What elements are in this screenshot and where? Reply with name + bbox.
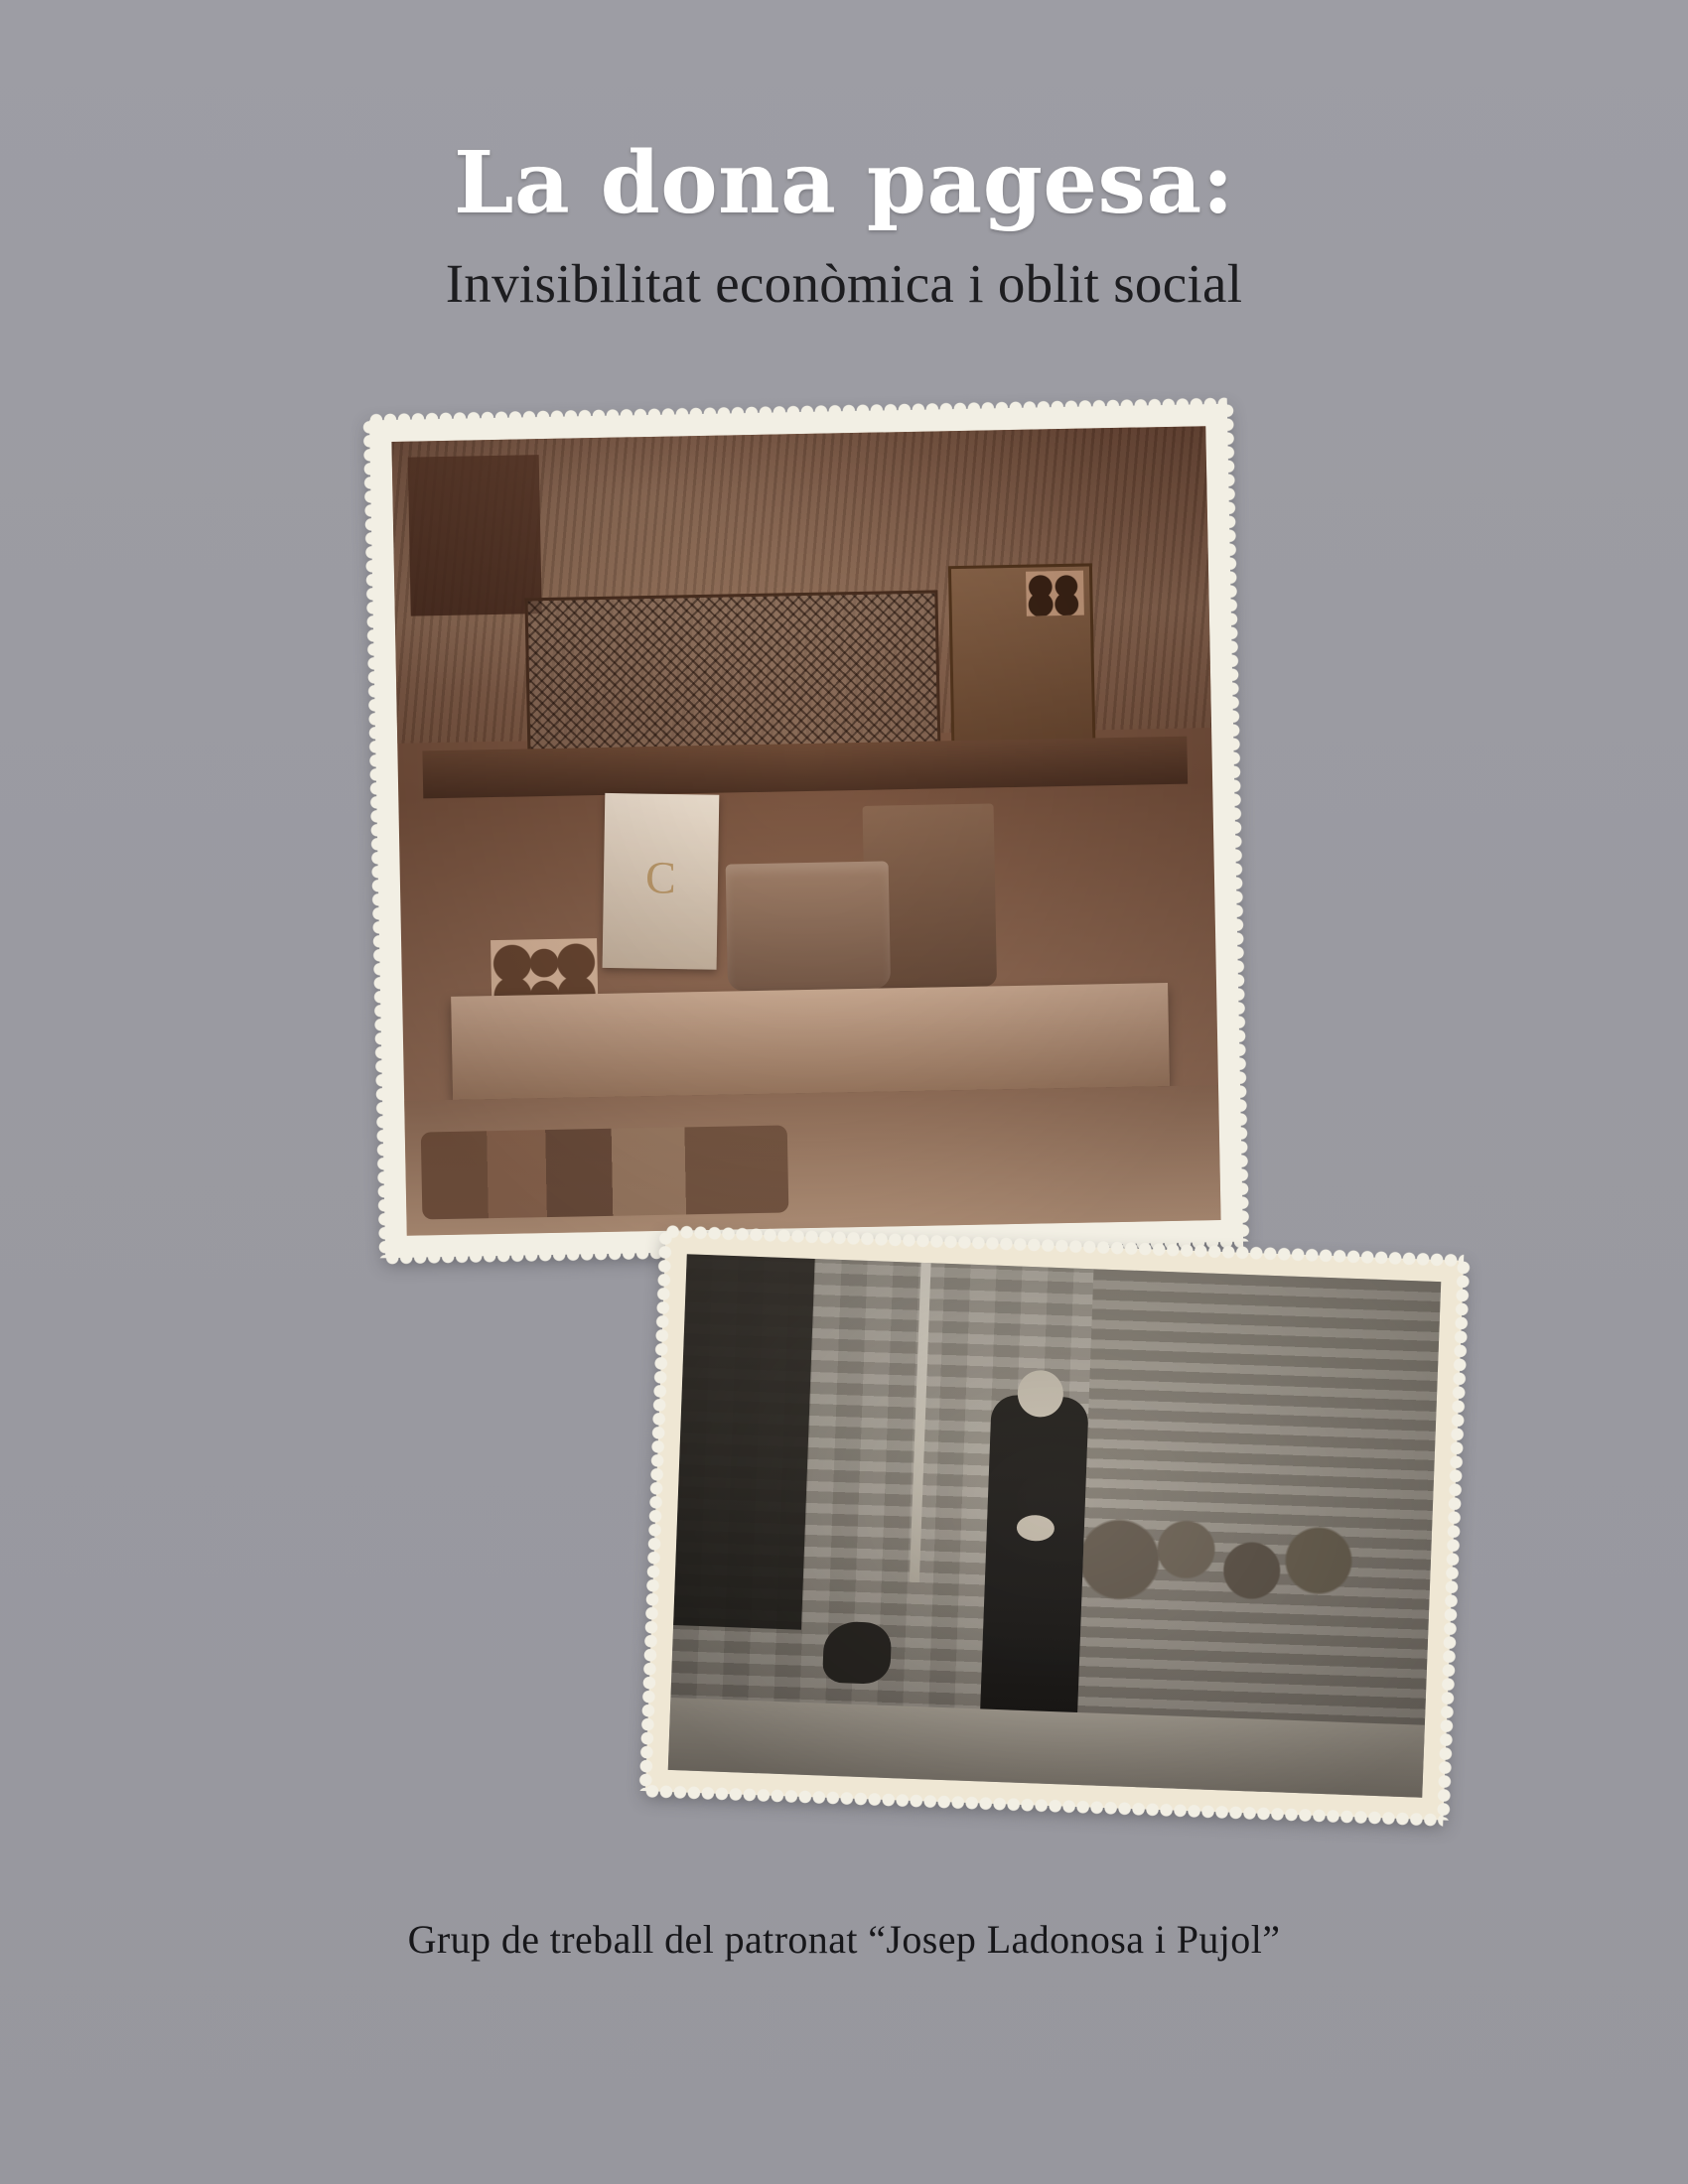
- frame-edge-right: [1220, 404, 1250, 1242]
- woman-photograph: [668, 1254, 1442, 1798]
- photo-frame-barn: [369, 404, 1243, 1258]
- frame-edge-left: [638, 1231, 673, 1791]
- photo-frame-woman: [645, 1231, 1464, 1820]
- cover-photo-woman: [645, 1231, 1464, 1820]
- cover-photo-barn: [369, 404, 1243, 1258]
- bw-tone-overlay: [668, 1254, 1442, 1798]
- credit-line: Grup de treball del patronat “Josep Ladonosa i Pujol”: [407, 1917, 1281, 1962]
- barn-photograph: [391, 426, 1220, 1236]
- frame-edge-right: [1436, 1261, 1471, 1821]
- sepia-tone-overlay: [391, 426, 1220, 1236]
- title-block: [0, 133, 1688, 316]
- frame-edge-left: [362, 420, 392, 1258]
- page-subtitle: Invisibilitat econòmica i oblit social: [445, 253, 1243, 315]
- page-title: La dona pagesa:: [454, 133, 1234, 233]
